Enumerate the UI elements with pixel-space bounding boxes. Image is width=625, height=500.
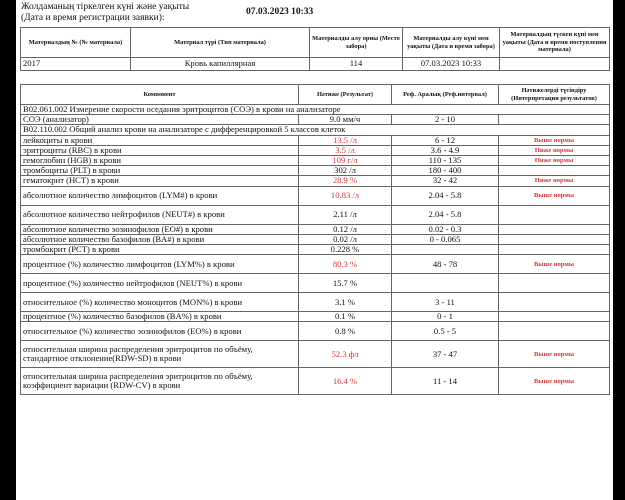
result-value: 15.7 %: [299, 274, 392, 293]
interpretation: [499, 205, 610, 224]
result-value: 16.4 %: [299, 368, 392, 395]
interpretation: [499, 293, 610, 312]
result-value: 10.83 /л: [299, 186, 392, 205]
result-value: 0.8 %: [299, 322, 392, 341]
reference-range: 6 - 12: [392, 135, 499, 145]
reference-range: 0 - 0.065: [392, 234, 499, 244]
section-title: B02.061.002 Измерение скорости оседания эритроцитов (СОЭ) в крови на анализаторе: [21, 105, 610, 115]
section-row: [21, 105, 610, 115]
header-material-type: Материал түрі (Тип материала): [131, 28, 310, 58]
result-row: [21, 166, 610, 176]
registration-label-kz: Жолдаманың тіркелген күні және уақыты: [21, 2, 190, 12]
reference-range: 0.02 - 0.3: [392, 224, 499, 234]
result-row: [21, 312, 610, 322]
interpretation: [499, 322, 610, 341]
header-reference: Реф. Аралық (Реф.интервал): [392, 85, 499, 105]
result-row: [21, 176, 610, 186]
interpretation: [499, 166, 610, 176]
receipt-date: [500, 58, 610, 71]
header-collection-date: Материалды алу күні мен уақыты (Дата и время забора): [403, 28, 500, 58]
component-name: абсолютное количество нейтрофилов (NEUT#) в крови: [21, 205, 299, 224]
result-value: 13.5 /л: [299, 135, 392, 145]
interpretation: [499, 115, 610, 125]
results-header-row: [21, 85, 610, 105]
component-name: СОЭ (анализатор): [21, 115, 299, 125]
component-name: процентное (%) количество лимфоцитов (LYM%) в крови: [21, 255, 299, 274]
result-value: 2.11 /л: [299, 205, 392, 224]
result-row: [21, 322, 610, 341]
result-value: 3.5 /л: [299, 145, 392, 155]
material-type: Кровь капиллярная: [131, 58, 310, 71]
reference-range: 2.04 - 5.8: [392, 205, 499, 224]
component-name: абсолютное количество эозинофилов (EO#) в крови: [21, 224, 299, 234]
reference-range: 2 - 10: [392, 115, 499, 125]
results-table: [20, 84, 610, 395]
result-row: [21, 255, 610, 274]
interpretation: [499, 312, 610, 322]
collection-date: 07.03.2023 10:33: [403, 58, 500, 71]
interpretation: Ниже нормы: [499, 176, 610, 186]
registration-date-label: [21, 2, 189, 24]
result-row: [21, 368, 610, 395]
component-name: тромбокрит (PCT) в крови: [21, 245, 299, 255]
interpretation: Выше нормы: [499, 341, 610, 368]
result-value: 0.228 %: [299, 245, 392, 255]
result-row: [21, 135, 610, 145]
header-result: Нәтиже (Результат): [299, 85, 392, 105]
component-name: тромбоциты (PLT) в крови: [21, 166, 299, 176]
result-value: 9.0 мм/ч: [299, 115, 392, 125]
component-name: относительная ширина распределения эритроцитов по объёму, стандартное отклонение(RDW-SD) в крови: [21, 341, 299, 368]
component-name: процентное (%) количество базофилов (BA%) в крови: [21, 312, 299, 322]
collection-place: 114: [310, 58, 403, 71]
section-row: [21, 125, 610, 135]
interpretation: [499, 274, 610, 293]
interpretation: Ниже нормы: [499, 156, 610, 166]
component-name: относительная ширина распределения эритроцитов по объёму, коэффициент вариации (RDW-CV) в крови: [21, 368, 299, 395]
header-component: Компонент: [21, 85, 299, 105]
reference-range: 0.5 - 5: [392, 322, 499, 341]
result-row: [21, 156, 610, 166]
result-value: 3.1 %: [299, 293, 392, 312]
interpretation: [499, 234, 610, 244]
reference-range: 2.04 - 5.8: [392, 186, 499, 205]
result-row: [21, 341, 610, 368]
result-value: 0.02 /л: [299, 234, 392, 244]
result-row: [21, 245, 610, 255]
reference-range: 0 - 1: [392, 312, 499, 322]
result-row: [21, 205, 610, 224]
result-row: [21, 224, 610, 234]
header-receipt-date: Материалдың түскен күні мен уақыты (Дата и время поступления материала): [500, 28, 610, 58]
reference-range: [392, 274, 499, 293]
registration-date: 07.03.2023 10:33: [246, 7, 314, 17]
reference-range: 37 - 47: [392, 341, 499, 368]
lab-report-page: [16, 0, 613, 500]
result-value: 0.1 %: [299, 312, 392, 322]
reference-range: 110 - 135: [392, 156, 499, 166]
component-name: процентное (%) количество нейтрофилов (NEUT%) в крови: [21, 274, 299, 293]
header-interpretation: Нәтижелерді түсіндіру (Интерпретация результатов): [499, 85, 610, 105]
header-collection-place: Материалды алу орны (Место забора): [310, 28, 403, 58]
result-value: 109 г/л: [299, 156, 392, 166]
result-row: [21, 274, 610, 293]
component-name: лейкоциты в крови: [21, 135, 299, 145]
reference-range: 180 - 400: [392, 166, 499, 176]
result-row: [21, 115, 610, 125]
component-name: относительное (%) количество моноцитов (MON%) в крови: [21, 293, 299, 312]
component-name: абсолютное количество базофилов (BA#) в крови: [21, 234, 299, 244]
section-title: B02.110.002 Общий анализ крови на анализаторе с дифференцировкой 5 классов клеток: [21, 125, 610, 135]
result-value: 302 /л: [299, 166, 392, 176]
result-row: [21, 293, 610, 312]
result-row: [21, 186, 610, 205]
result-value: 52.3 фл: [299, 341, 392, 368]
reference-range: 3 - 11: [392, 293, 499, 312]
reference-range: 48 - 78: [392, 255, 499, 274]
result-value: 0.12 /л: [299, 224, 392, 234]
material-info-header-row: [21, 28, 610, 58]
material-number: 2017: [21, 58, 131, 71]
interpretation: Выше нормы: [499, 186, 610, 205]
reference-range: 3.6 - 4.9: [392, 145, 499, 155]
reference-range: 32 - 42: [392, 176, 499, 186]
component-name: абсолютное количество лимфоцитов (LYM#) в крови: [21, 186, 299, 205]
header-material-number: Материалдың № (№ материала): [21, 28, 131, 58]
component-name: гемоглобин (HGB) в крови: [21, 156, 299, 166]
result-row: [21, 145, 610, 155]
reference-range: [392, 245, 499, 255]
registration-label-ru: (Дата и время регистрации заявки):: [21, 13, 165, 23]
result-row: [21, 234, 610, 244]
interpretation: Ниже нормы: [499, 145, 610, 155]
interpretation: Выше нормы: [499, 255, 610, 274]
interpretation: Выше нормы: [499, 135, 610, 145]
result-value: 80.3 %: [299, 255, 392, 274]
component-name: эритроциты (RBC) в крови: [21, 145, 299, 155]
interpretation: [499, 245, 610, 255]
component-name: гематокрит (HCT) в крови: [21, 176, 299, 186]
interpretation: Выше нормы: [499, 368, 610, 395]
material-info-table: [20, 27, 610, 71]
component-name: относительное (%) количество эозинофилов (EO%) в крови: [21, 322, 299, 341]
result-value: 28.9 %: [299, 176, 392, 186]
reference-range: 11 - 14: [392, 368, 499, 395]
interpretation: [499, 224, 610, 234]
material-info-row: [21, 58, 610, 71]
